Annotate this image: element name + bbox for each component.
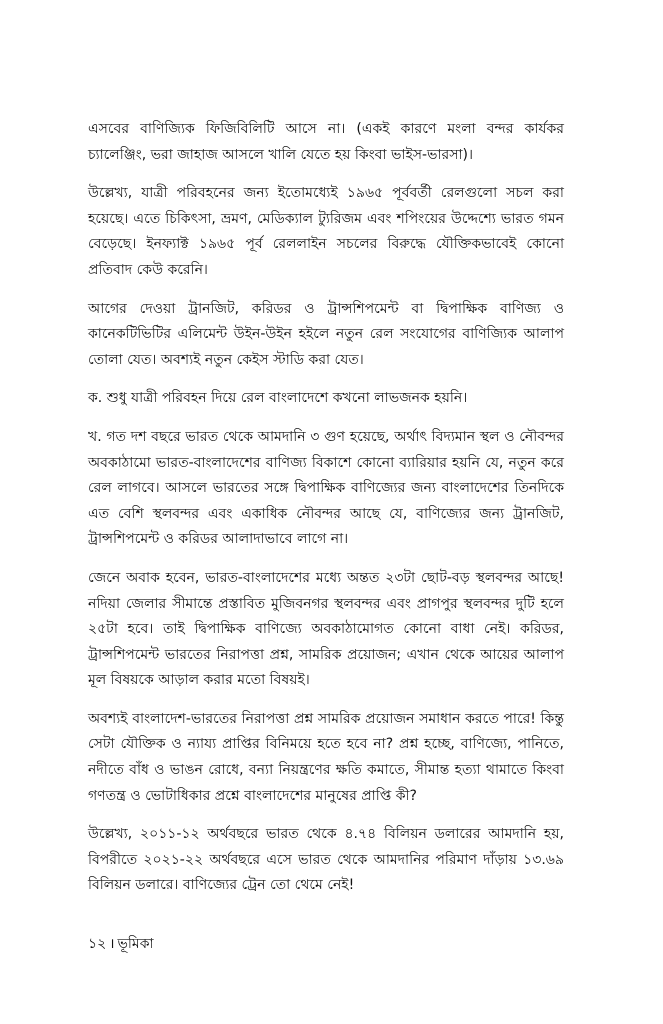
paragraph-passenger-rail: উল্লেখ্য, যাত্রী পরিবহনের জন্য ইতোমধ্যেই ১৯৬৫ পূর্ববর্তী রেলগুলো সচল করা হয়েছে। এতে চিকিৎসা, ভ্রমণ, মেডিক্যাল ট্যুরিজম এবং শপিংয়ের উদ্দেশ্যে ভারত গমন বেড়েছে। ইনফ্যাক্ট ১৯৬৫ পূর্ব রেললাইন সচলের বিরুদ্ধে যৌক্তিকভাবেই কোনো প্রতিবাদ কেউ করেনি।: [88, 185, 564, 278]
paragraph-security-question: অবশ্যই বাংলাদেশ-ভারতের নিরাপত্তা প্রশ্ন সামরিক প্রয়োজন সমাধান করতে পারে! কিন্তু সেটা যৌক্তিক ও ন্যায্য প্রাপ্তির বিনিময়ে হতে হবে না? প্রশ্ন হচ্ছে, বাণিজ্যে, পানিতে, নদীতে বাঁধ ও ভাঙন রোধে, বন্যা নিয়ন্ত্রণের ক্ষতি কমাতে, সীমান্ত হত্যা থামাতে কিংবা গণতন্ত্র ও ভোটাধিকার প্রশ্নে বাংলাদেশের মানুষের প্রাপ্তি কী?: [88, 710, 564, 804]
paragraph-point-kha: খ. গত দশ বছরে ভারত থেকে আমদানি ৩ গুণ হয়েছে, অর্থাৎ বিদ্যমান স্থল ও নৌবন্দর অবকাঠামো ভারত-বাংলাদেশের বাণিজ্য বিকাশে কোনো ব্যারিয়ার হয়নি যে, নতুন করে রেল লাগবে। আসলে ভারতের সঙ্গে দ্বিপাক্ষিক বাণিজ্যের জন্য বাংলাদেশের তিনদিকে এত বেশি স্থলবন্দর এবং একাধিক নৌবন্দর আছে যে, বাণিজ্যের জন্য ট্রানজিট, ট্রান্সশিপমেন্ট ও করিডর আলাদাভাবে লাগে না।: [88, 428, 564, 548]
page-body: [88, 117, 564, 912]
paragraph-import-figures: উল্লেখ্য, ২০১১-১২ অর্থবছরে ভারত থেকে ৪.৭৪ বিলিয়ন ডলারের আমদানি হয়, বিপরীতে ২০২১-২২ অর্থবছরে এসে ভারত থেকে আমদানির পরিমাণ দাঁড়ায় ১৩.৬৯ বিলিয়ন ডলারে। বাণিজ্যের ট্রেন তো থেমে নেই!: [88, 826, 564, 894]
page-footer: [88, 934, 154, 954]
footer-separator: ।: [109, 936, 115, 952]
paragraph-land-ports: জেনে অবাক হবেন, ভারত-বাংলাদেশের মধ্যে অন্তত ২৩টা ছোট-বড় স্থলবন্দর আছে! নদিয়া জেলার সীমান্তে প্রস্তাবিত মুজিবনগর স্থলবন্দর এবং প্রাগপুর স্থলবন্দর দুটি হলে ২৫টা হবে। তাই দ্বিপাক্ষিক বাণিজ্যে অবকাঠামোগত কোনো বাধা নেই। করিডর, ট্রান্সশিপমেন্ট ভারতের নিরাপত্তা প্রশ্ন, সামরিক প্রয়োজন; এখান থেকে আয়ের আলাপ মূল বিষয়কে আড়াল করার মতো বিষয়ই।: [88, 569, 564, 689]
paragraph-transit-corridor: আগের দেওয়া ট্রানজিট, করিডর ও ট্রান্সশিপমেন্ট বা দ্বিপাক্ষিক বাণিজ্য ও কানেকটিভিটির এলিমেন্ট উইন-উইন হইলে নতুন রেল সংযোগের বাণিজ্যিক আলাপ তোলা যেত। অবশ্যই নতুন কেইস স্টাডি করা যেত।: [88, 300, 564, 368]
paragraph-commercial-feasibility: এসবের বাণিজ্যিক ফিজিবিলিটি আসে না। (একই কারণে মংলা বন্দর কার্যকর চ্যালেঞ্জিং, ভরা জাহাজ আসলে খালি যেতে হয় কিংবা ভাইস-ভারসা)।: [88, 121, 564, 163]
section-title: ভূমিকা: [117, 936, 154, 952]
page-number: ১২: [88, 936, 107, 952]
paragraph-point-ka: ক. শুধু যাত্রী পরিবহন দিয়ে রেল বাংলাদেশে কখনো লাভজনক হয়নি।: [88, 390, 468, 407]
